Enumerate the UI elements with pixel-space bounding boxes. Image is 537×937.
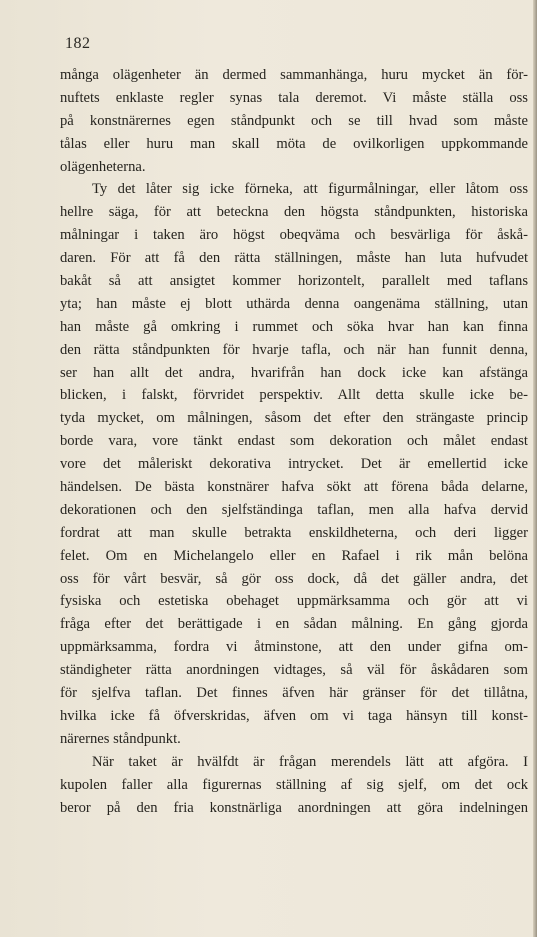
text-line: fråga efter det berättigade i en sådan målning. En gång gjorda: [60, 616, 528, 633]
text-line: den rätta ståndpunkten för hvarje tafla, och när han funnit denna,: [60, 341, 528, 358]
text-line: ser han allt det andra, hvarifrån han dock icke kan afstänga: [60, 364, 528, 381]
text-line: daren. För att få den rätta ställningen, måste han luta hufvudet: [60, 250, 528, 267]
text-line: händelsen. De bästa konstnärer hafva sökt att förena båda delarne,: [60, 479, 528, 496]
text-line: för sjelfva taflan. Det finnes äfven här gränser för det tillåtna,: [60, 685, 528, 702]
text-line: han måste gå omkring i rummet och söka hvar han kan finna: [60, 318, 528, 335]
text-line: fysiska och estetiska obehaget uppmärksamma och gör att vi: [60, 593, 528, 610]
text-line: hvilka icke få öfverskridas, äfven om vi taga hänsyn till konst-: [60, 707, 528, 724]
text-line: målningar i taken äro högst obeqväma och besvärliga för åskå-: [60, 227, 528, 244]
text-line: uppmärksamma, fordra vi åtminstone, att den under gifna om-: [60, 639, 528, 656]
text-line: blicken, i falskt, förvridet perspektiv. Allt detta skulle icke be-: [60, 387, 528, 404]
text-line: beror på den fria konstnärliga anordningen att göra indelningen: [60, 799, 528, 816]
text-line: nuftets enklaste regler synas tala deremot. Vi måste ställa oss: [60, 89, 528, 106]
text-line: tålas eller huru man skall möta de ovilkorligen uppkommande: [60, 135, 528, 152]
text-line: yta; han måste ej blott uthärda denna oangenäma ställning, utan: [60, 295, 528, 312]
text-line: på konstnärernes egen ståndpunkt och se till hvad som måste: [60, 112, 528, 129]
body-text: [60, 64, 528, 819]
text-line: många olägenheter än dermed sammanhänga, huru mycket än för-: [60, 67, 528, 83]
page-edge: [533, 0, 537, 937]
text-line: hellre säga, för att beteckna den högsta ståndpunkten, historiska: [60, 204, 528, 221]
text-line: ständigheter rätta anordningen vidtages, så väl för åskådaren som: [60, 662, 528, 679]
text-line: oss för vårt besvär, så gör oss dock, då det gäller andra, det: [60, 570, 528, 587]
text-line: dekorationen och den sjelfständinga taflan, men alla hafva dervid: [60, 501, 528, 518]
text-line: borde vara, vore tänkt endast som dekoration och målet endast: [60, 433, 528, 450]
text-line: närernes ståndpunkt.: [60, 730, 181, 747]
text-line: fordrat att man skulle betrakta enskildheterna, och deri ligger: [60, 524, 528, 541]
text-line: bakåt så att ansigtet kommer horizontelt, parallelt med taflans: [60, 273, 528, 290]
text-line: När taket är hvälfdt är frågan merendels lätt att afgöra. I: [92, 753, 528, 770]
text-line: olägenheterna.: [60, 158, 146, 175]
text-line: felet. Om en Michelangelo eller en Rafael i rik mån belöna: [60, 547, 528, 564]
text-line: tyda mycket, om målningen, såsom det efter den strängaste princip: [60, 410, 528, 427]
text-line: Ty det låter sig icke förneka, att figurmålningar, eller låtom oss: [92, 181, 528, 198]
text-line: vore det måleriskt dekorativa intrycket. Det är emellertid icke: [60, 456, 528, 473]
page-number: 182: [65, 35, 91, 52]
text-line: kupolen faller alla figurernas ställning af sig sjelf, om det ock: [60, 776, 528, 793]
